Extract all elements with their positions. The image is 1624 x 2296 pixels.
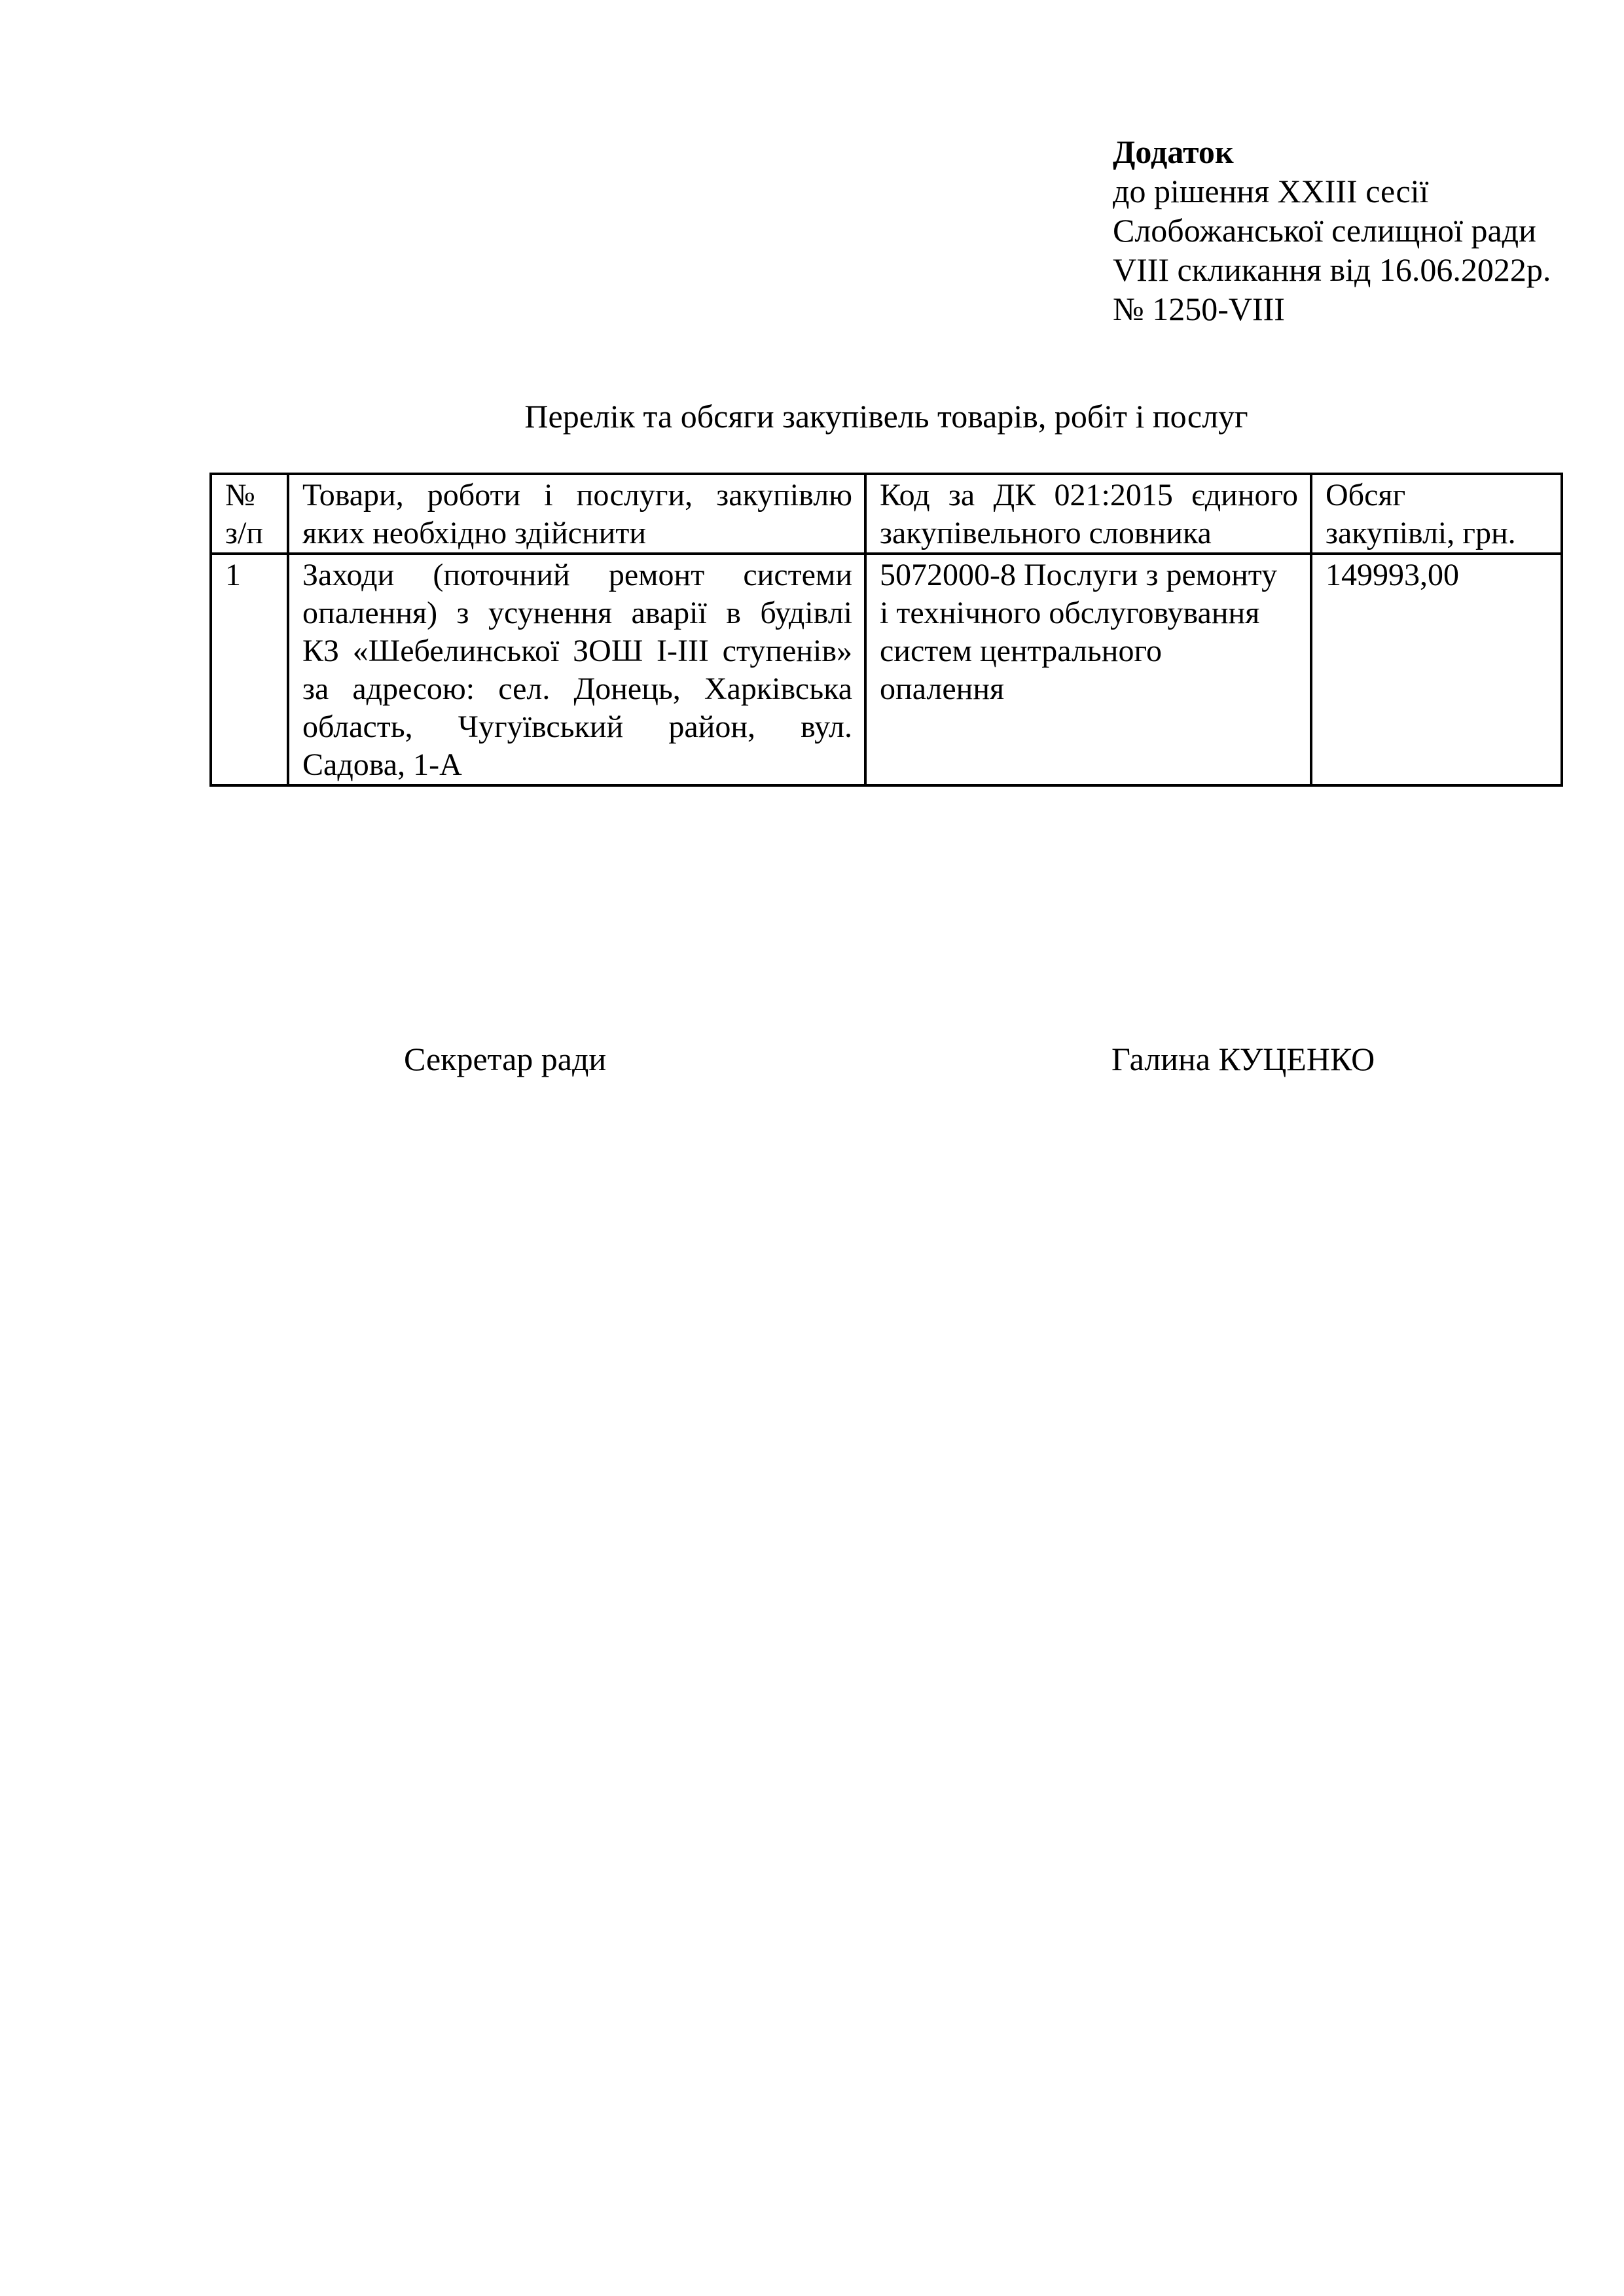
column-header-dk-code xyxy=(865,474,1311,554)
column-header-amount-text: Обсяг закупівлі, грн. xyxy=(1326,478,1516,550)
signature-role: Секретар ради xyxy=(404,1041,607,1077)
column-header-amount xyxy=(1311,474,1562,554)
signature-name: Галина КУЦЕНКО xyxy=(1111,1041,1375,1077)
cell-row-number: 1 xyxy=(211,554,288,785)
cell-item-description-text: Заходи (поточний ремонт системи опалення) з усунення аварії в будівлі КЗ «Шебелинської ЗОШ І-ІІІ ступенів» за адресою: сел. Донець, Харківська область, Чугуївський район, вул. Садова, 1-А xyxy=(302,558,852,782)
document-title: Перелік та обсяги закупівель товарів, робіт і послуг xyxy=(524,398,1248,435)
cell-dk-code-text: 5072000-8 Послуги з ремонту і технічного обслуговування систем центрального опалення xyxy=(880,558,1278,706)
cell-item-description xyxy=(288,554,865,785)
column-header-number-text: № з/п xyxy=(225,478,263,550)
cell-dk-code xyxy=(865,554,1311,785)
table-header-row xyxy=(211,474,1562,554)
column-header-number xyxy=(211,474,288,554)
signature-line xyxy=(0,1039,1624,1079)
column-header-goods xyxy=(288,474,865,554)
column-header-goods-text: Товари, роботи і послуги, закупівлю яких необхідно здійснити xyxy=(302,478,852,550)
cell-amount: 149993,00 xyxy=(1311,554,1562,785)
table-row xyxy=(211,554,1562,785)
column-header-dk-code-text: Код за ДК 021:2015 єдиного закупівельного словника xyxy=(880,478,1298,550)
appendix-reference-block: Додаток до рішення XXIII сесії Слобожанської селищної ради VIII скликання від 16.06.2022р. № 1250-VIII xyxy=(1113,134,1551,327)
procurement-table xyxy=(209,473,1563,787)
